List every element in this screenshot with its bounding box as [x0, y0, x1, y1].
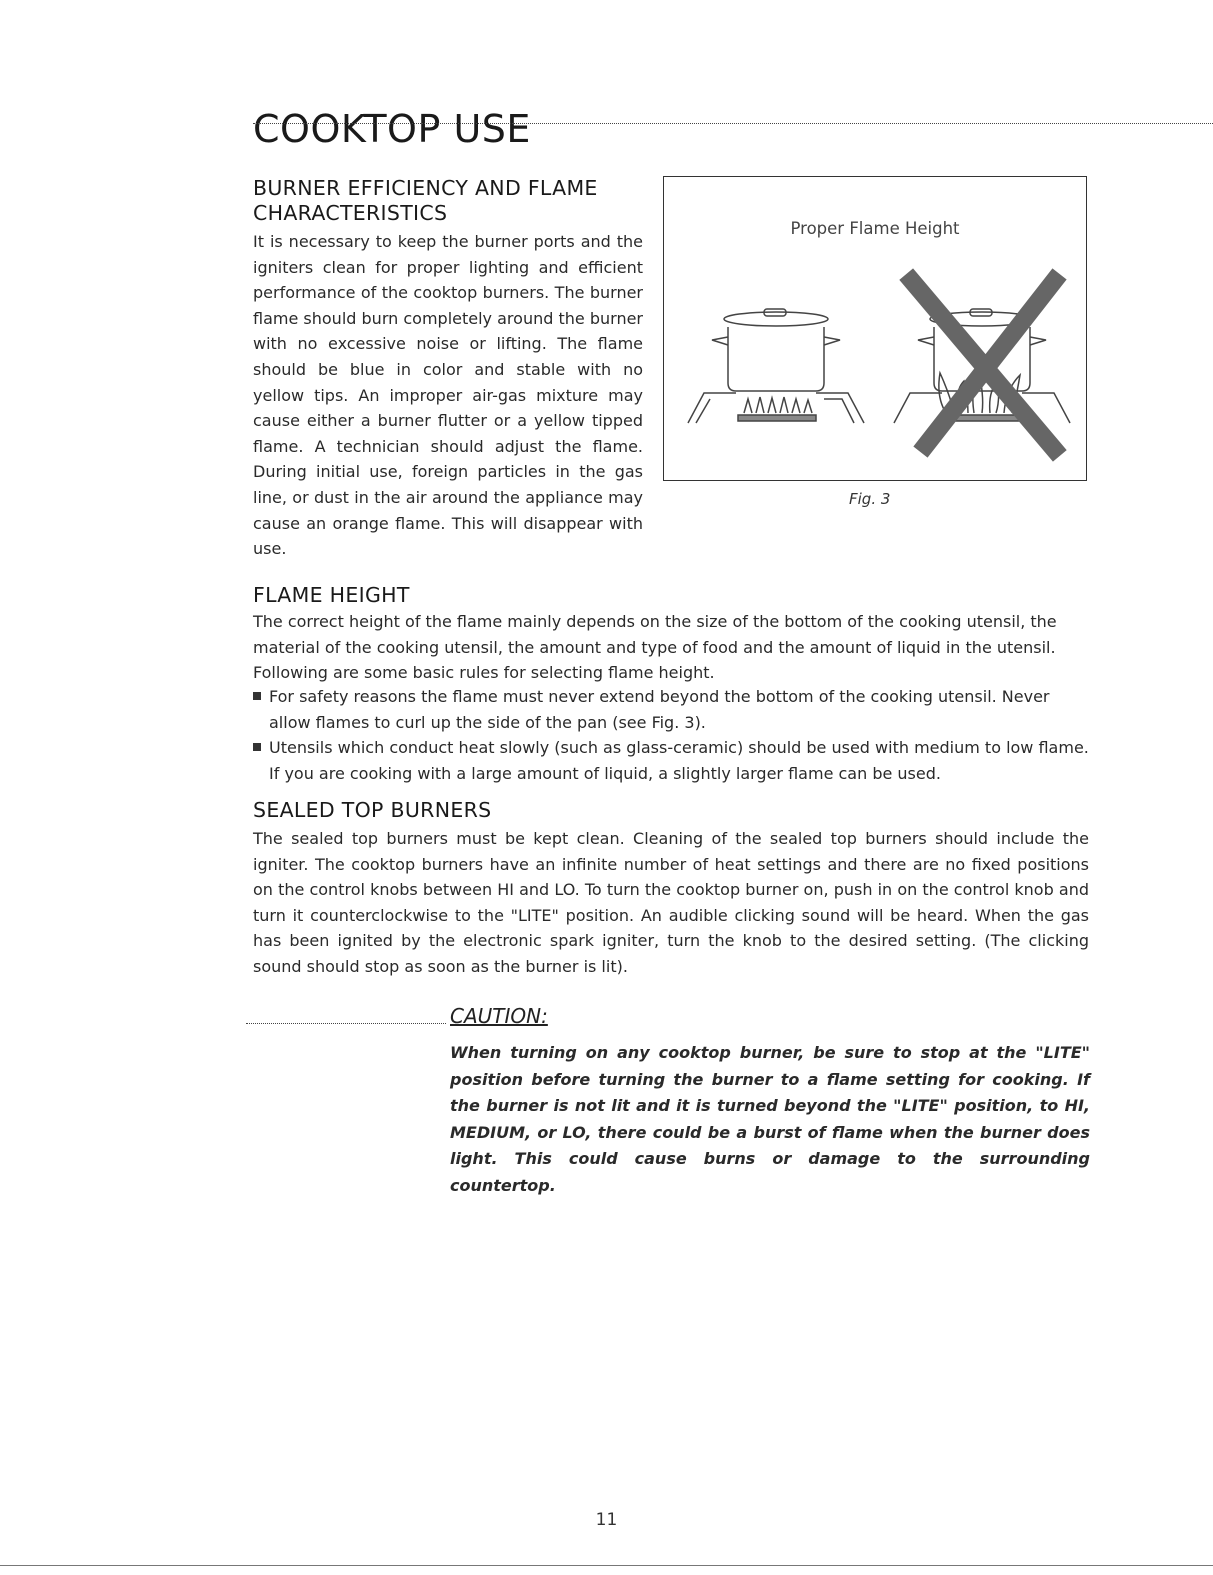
page-title: COOKTOP USE — [253, 107, 531, 152]
flame-height-intro: The correct height of the flame mainly depends on the size of the bottom of the cooking utensil, the material of the cooking utensil, the amount and type of food and the amount of liquid in the utensil. Following are some basic rules for selecting flame height. — [253, 612, 1057, 683]
flame-height-heading: FLAME HEIGHT — [253, 583, 410, 607]
caution-text: When turning on any cooktop burner, be sure to stop at the "LITE" position before turning the burner to a flame setting for cooking. If the burner is not lit and it is turned beyond the "LITE" position, to HI, MEDIUM, or LO, there could be a burst of flame when the burner does light. This could cause burns or damage to the surrounding countertop. — [450, 1043, 1090, 1195]
bullet-icon — [253, 743, 261, 751]
caution-label: CAUTION: — [450, 1004, 548, 1028]
sealed-burners-body: The sealed top burners must be kept clean. Cleaning of the sealed top burners should include the igniter. The cooktop burners have an infinite number of heat settings and there are no fixed positions on the control knobs between HI and LO. To turn the cooktop burner on, push in on the control knob and turn it counterclockwise to the "LITE" position. An audible clicking sound will be heard. When the gas has been ignited by the electronic spark igniter, turn the knob to the desired setting. (The clicking sound should stop as soon as the burner is lit). — [253, 829, 1089, 976]
burner-body: It is necessary to keep the burner ports and the igniters clean for proper lighting and efficient performance of the cooktop burners. The burner flame should burn completely around the burner with no excessive noise or lifting. The flame should be blue in color and stable with no yellow tips. An improper air-gas mixture may cause either a burner flutter or a yellow tipped flame. A technician should adjust the flame. During initial use, foreign particles in the gas line, or dust in the air around the appliance may cause an orange flame. This will disappear with use. — [253, 232, 643, 559]
list-item — [253, 735, 1093, 786]
bullet-icon — [253, 692, 261, 700]
sealed-burners-heading: SEALED TOP BURNERS — [253, 798, 492, 822]
flame-height-illustration — [664, 177, 1088, 482]
burner-heading-line1: BURNER EFFICIENCY AND FLAME — [253, 176, 598, 200]
figure-title: Proper Flame Height — [790, 219, 960, 238]
bullet-text: For safety reasons the flame must never extend beyond the bottom of the cooking utensil. Never allow flames to curl up the side of the pan (see Fig. 3). — [269, 687, 1050, 732]
page-number: 11 — [595, 1510, 618, 1530]
title-rule — [253, 123, 1213, 124]
list-item — [253, 684, 1093, 735]
pot-proper-flame-icon — [688, 309, 864, 423]
figure-caption: Fig. 3 — [849, 490, 891, 508]
flame-height-rules — [253, 684, 1093, 786]
bullet-text: Utensils which conduct heat slowly (such as glass-ceramic) should be used with medium to low flame. If you are cooking with a large amount of liquid, a slightly larger flame can be used. — [269, 738, 1089, 783]
figure-box — [663, 176, 1087, 481]
caution-rule — [246, 1023, 446, 1024]
burner-heading-line2: CHARACTERISTICS — [253, 201, 448, 225]
bottom-rule — [0, 1565, 1213, 1566]
